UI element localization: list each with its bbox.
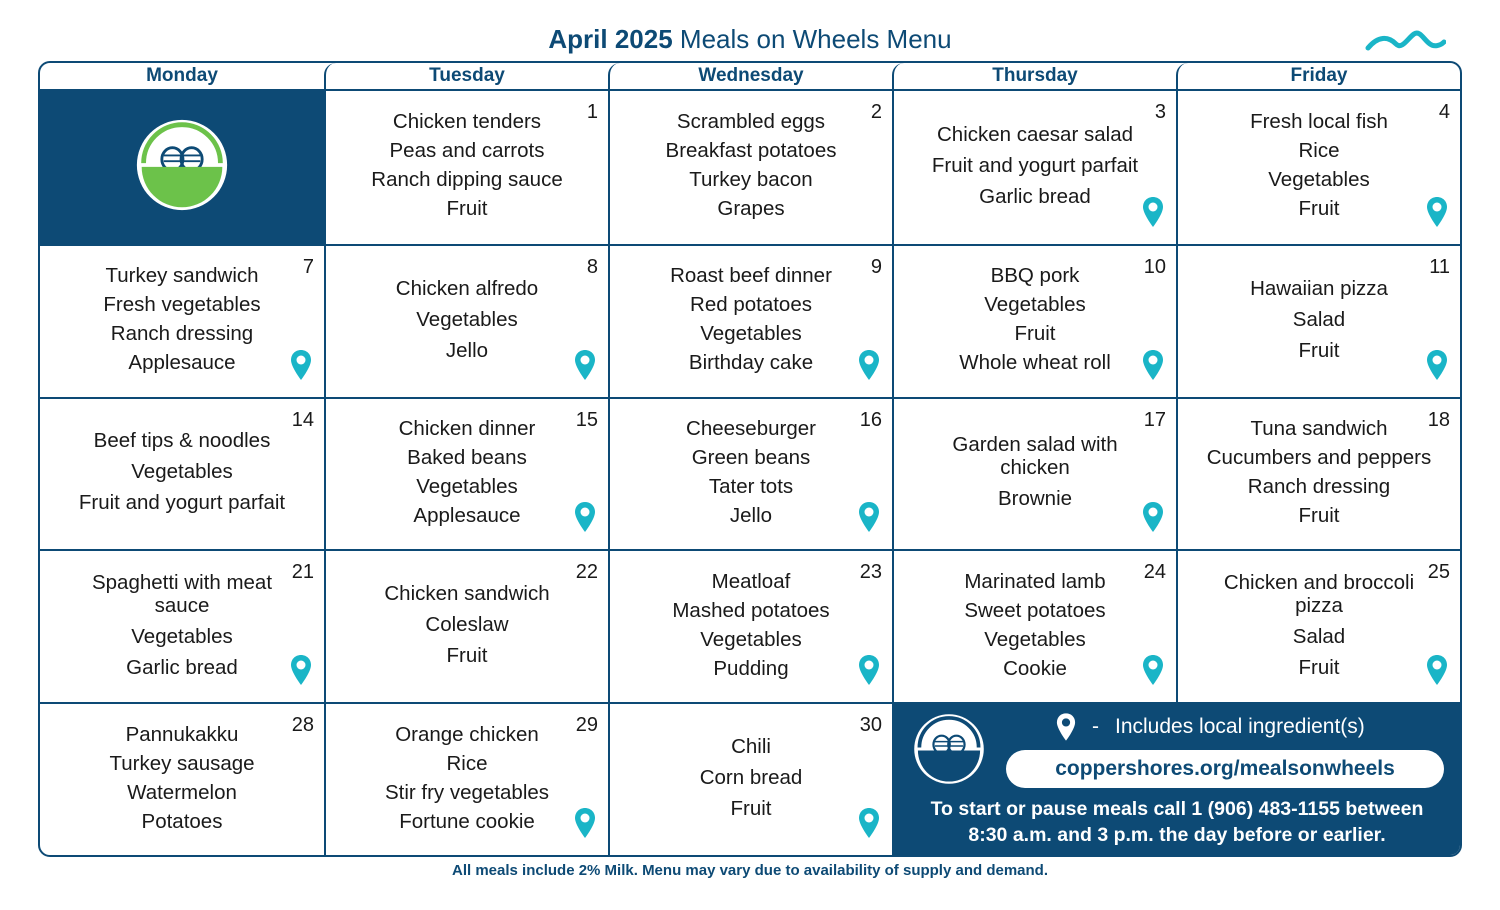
meal-item: Salad	[1292, 307, 1346, 331]
meal-item: Fruit	[1014, 322, 1056, 346]
call-instructions	[894, 796, 1460, 848]
meal-item: Turkey sausage	[109, 751, 255, 775]
meal-item: Coleslaw	[425, 613, 509, 637]
day-header-wednesday: Wednesday	[608, 63, 892, 91]
day-cell	[608, 91, 892, 244]
local-ingredient-pin-icon	[1142, 349, 1164, 381]
local-ingredient-pin-icon	[1142, 196, 1164, 228]
local-ingredient-pin-icon	[290, 349, 312, 381]
meal-item: Hawaiian pizza	[1250, 276, 1388, 300]
meal-item: Grapes	[717, 197, 785, 221]
page-title	[0, 24, 1500, 55]
day-number: 10	[1143, 255, 1166, 278]
day-number: 9	[870, 255, 882, 278]
meal-item: Whole wheat roll	[959, 351, 1111, 375]
local-ingredient-pin-icon	[858, 349, 880, 381]
local-ingredient-pin-icon	[858, 807, 880, 839]
meal-item: Jello	[445, 338, 489, 362]
meal-item: Garlic bread	[126, 655, 238, 679]
meal-item: Peas and carrots	[389, 139, 545, 163]
meal-item: Vegetables	[700, 322, 802, 346]
day-cell	[40, 244, 324, 397]
meal-item: Vegetables	[984, 293, 1086, 317]
day-number: 14	[291, 408, 314, 431]
meal-item: Applesauce	[128, 351, 236, 375]
location-pin-icon	[1056, 712, 1076, 742]
meal-item: Fruit	[730, 797, 772, 821]
day-number: 21	[291, 561, 314, 584]
meal-item: Mashed potatoes	[672, 598, 830, 622]
meal-item: Chicken dinner	[398, 416, 536, 440]
call-line-1: To start or pause meals call 1 (906) 483-1155 between	[930, 798, 1424, 821]
meal-item: Jello	[729, 503, 773, 527]
basket-logo-icon	[912, 712, 986, 786]
local-ingredient-pin-icon	[1142, 501, 1164, 533]
day-cell	[324, 549, 608, 702]
meal-item: Chicken tenders	[392, 110, 542, 134]
meal-item: Fruit	[446, 644, 488, 668]
info-panel	[892, 702, 1460, 855]
meal-item: Turkey bacon	[689, 168, 813, 192]
meal-item: Chicken caesar salad	[937, 122, 1133, 146]
wave-logo-icon	[1364, 26, 1446, 56]
meal-item: Applesauce	[413, 503, 521, 527]
day-number: 2	[870, 101, 882, 123]
day-number: 8	[586, 255, 598, 278]
day-number: 22	[575, 561, 598, 584]
meal-item: Fortune cookie	[399, 809, 535, 833]
day-cell	[892, 397, 1176, 550]
day-number: 24	[1143, 561, 1166, 584]
meal-item: Orange chicken	[395, 722, 539, 746]
day-cell	[1176, 549, 1460, 702]
day-number: 29	[575, 714, 598, 737]
day-cell	[608, 397, 892, 550]
day-number: 25	[1427, 561, 1450, 584]
day-number: 1	[586, 101, 598, 123]
meal-item: Chicken sandwich	[384, 582, 550, 606]
day-cell	[892, 549, 1176, 702]
day-number: 4	[1438, 101, 1450, 123]
meal-item: Fruit and yogurt parfait	[931, 153, 1139, 177]
day-cell	[324, 244, 608, 397]
meal-item: Chicken alfredo	[395, 276, 539, 300]
day-number: 3	[1154, 101, 1166, 123]
day-number: 16	[859, 408, 882, 431]
meal-item: Vegetables	[1268, 168, 1370, 192]
meal-item: Ranch dipping sauce	[371, 168, 563, 192]
local-ingredient-pin-icon	[1426, 196, 1448, 228]
basket-logo-icon	[134, 117, 230, 213]
meal-item: Stir fry vegetables	[384, 780, 550, 804]
day-cell	[608, 244, 892, 397]
meal-item: Pannukakku	[125, 722, 239, 746]
day-cell	[40, 702, 324, 855]
meal-item: Breakfast potatoes	[665, 139, 837, 163]
local-ingredient-pin-icon	[858, 501, 880, 533]
day-cell	[608, 702, 892, 855]
meal-item: Sweet potatoes	[964, 598, 1106, 622]
logo-cell	[40, 91, 324, 244]
local-ingredient-pin-icon	[858, 654, 880, 686]
day-cell	[40, 397, 324, 550]
title-text: Meals on Wheels Menu	[672, 24, 952, 54]
meal-item: Chicken and broccoli pizza	[1223, 570, 1415, 617]
local-ingredient-pin-icon	[290, 654, 312, 686]
meal-item: Beef tips & noodles	[93, 429, 271, 453]
day-cell	[324, 91, 608, 244]
day-cell	[324, 702, 608, 855]
meal-item: BBQ pork	[990, 264, 1080, 288]
day-number: 30	[859, 714, 882, 737]
day-header-thursday: Thursday	[892, 63, 1176, 91]
meal-item: Tuna sandwich	[1250, 416, 1388, 440]
meal-item: Marinated lamb	[964, 569, 1106, 593]
meal-item: Salad	[1292, 624, 1346, 648]
day-header-tuesday: Tuesday	[324, 63, 608, 91]
meal-item: Baked beans	[407, 445, 527, 469]
footer-note: All meals include 2% Milk. Menu may vary due to availability of supply and demand.	[452, 862, 1048, 879]
meal-item: Rice	[446, 751, 488, 775]
day-cell	[892, 244, 1176, 397]
day-number: 28	[291, 714, 314, 737]
legend	[1056, 712, 1365, 742]
day-cell	[1176, 244, 1460, 397]
menu-calendar-grid	[38, 61, 1462, 857]
day-cell	[1176, 397, 1460, 550]
day-number: 15	[575, 408, 598, 431]
day-cell	[608, 549, 892, 702]
meal-item: Scrambled eggs	[676, 110, 826, 134]
meal-item: Vegetables	[984, 627, 1086, 651]
meal-item: Rice	[1298, 139, 1340, 163]
day-number: 17	[1143, 408, 1166, 431]
meal-item: Cookie	[1003, 656, 1067, 680]
meal-item: Vegetables	[700, 627, 802, 651]
meal-item: Green beans	[691, 445, 811, 469]
meal-item: Fruit and yogurt parfait	[78, 491, 286, 515]
legend-label: Includes local ingredient(s)	[1115, 715, 1365, 739]
meal-item: Meatloaf	[711, 569, 791, 593]
meal-item: Vegetables	[416, 474, 518, 498]
meal-item: Garden salad with chicken	[952, 433, 1118, 480]
meal-item: Vegetables	[131, 624, 233, 648]
legend-dash: -	[1092, 715, 1099, 739]
local-ingredient-pin-icon	[1426, 349, 1448, 381]
day-cell	[40, 549, 324, 702]
meal-item: Chili	[731, 735, 771, 759]
local-ingredient-pin-icon	[574, 349, 596, 381]
meal-item: Cheeseburger	[686, 416, 816, 440]
day-header-friday: Friday	[1176, 63, 1460, 91]
meal-item: Vegetables	[131, 460, 233, 484]
meal-item: Watermelon	[127, 780, 237, 804]
meal-item: Fruit	[1298, 197, 1340, 221]
local-ingredient-pin-icon	[1142, 654, 1164, 686]
meal-item: Fruit	[1298, 655, 1340, 679]
local-ingredient-pin-icon	[574, 501, 596, 533]
meal-item: Fruit	[446, 197, 488, 221]
meal-item: Cucumbers and peppers	[1206, 445, 1432, 469]
local-ingredient-pin-icon	[1426, 654, 1448, 686]
day-number: 11	[1429, 255, 1450, 278]
meal-item: Pudding	[713, 656, 789, 680]
meal-item: Brownie	[997, 487, 1073, 511]
day-number: 7	[302, 255, 314, 278]
meal-item: Corn bread	[699, 766, 803, 790]
meal-item: Fresh local fish	[1250, 110, 1388, 134]
meal-item: Ranch dressing	[110, 322, 254, 346]
meal-item: Fruit	[1298, 338, 1340, 362]
local-ingredient-pin-icon	[574, 807, 596, 839]
title-month: April 2025	[548, 24, 673, 54]
meal-item: Ranch dressing	[1247, 474, 1391, 498]
meal-item: Tater tots	[708, 474, 794, 498]
meal-item: Red potatoes	[690, 293, 812, 317]
website-link[interactable]: coppershores.org/mealsonwheels	[1006, 750, 1444, 788]
day-cell	[324, 397, 608, 550]
day-cell	[1176, 91, 1460, 244]
meal-item: Potatoes	[141, 809, 223, 833]
day-number: 23	[859, 561, 882, 584]
meal-item: Fresh vegetables	[103, 293, 261, 317]
day-cell	[892, 91, 1176, 244]
meal-item: Spaghetti with meat sauce	[91, 570, 273, 617]
meal-item: Garlic bread	[979, 184, 1091, 208]
day-header-monday: Monday	[40, 63, 324, 91]
call-line-2: 8:30 a.m. and 3 p.m. the day before or earlier.	[968, 824, 1386, 847]
meal-item: Turkey sandwich	[105, 264, 259, 288]
meal-item: Vegetables	[416, 307, 518, 331]
meal-item: Roast beef dinner	[670, 264, 832, 288]
meal-item: Birthday cake	[688, 351, 814, 375]
day-number: 18	[1427, 408, 1450, 431]
meal-item: Fruit	[1298, 503, 1340, 527]
